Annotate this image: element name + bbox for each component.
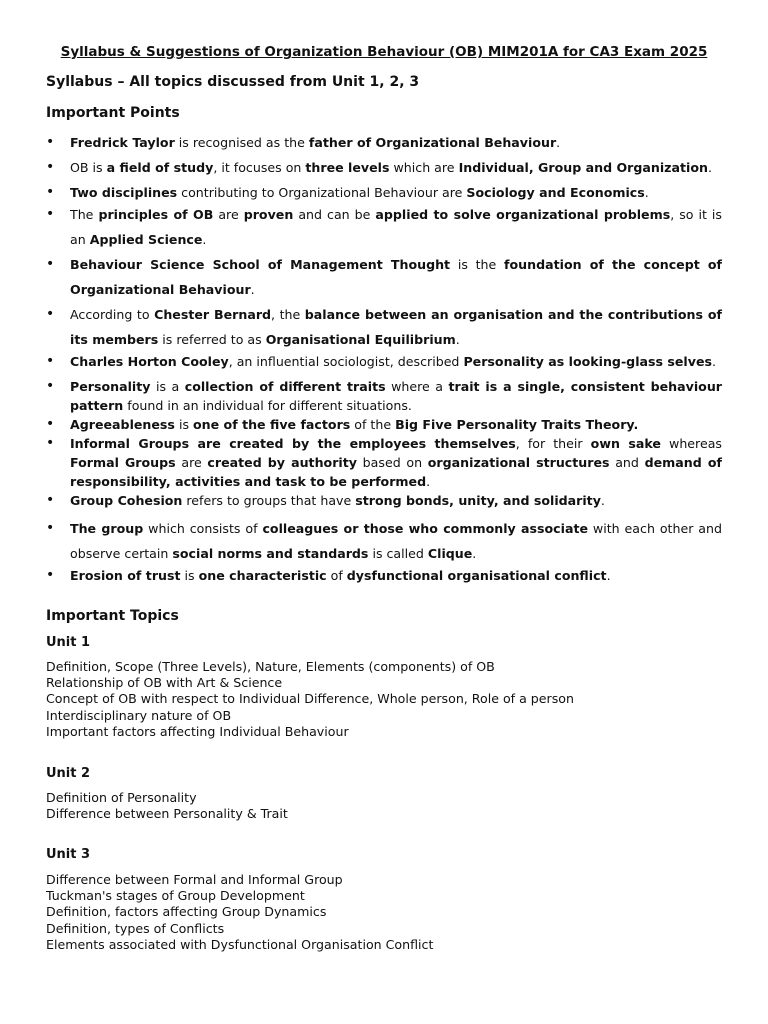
point-text: is the [450, 257, 505, 272]
point-text: where a [385, 379, 449, 394]
point-text: . [712, 354, 717, 369]
point-text: OB is [70, 160, 107, 175]
point-text: . [202, 232, 207, 247]
point-item [46, 183, 722, 202]
point-bold-text: own sake [590, 436, 661, 451]
point-text: is called [368, 546, 428, 561]
point-bold-text: three levels [305, 160, 390, 175]
point-item [46, 133, 722, 152]
point-text: . [472, 546, 477, 561]
point-item [46, 491, 722, 510]
point-bold-text: created by authority [207, 455, 357, 470]
point-item [46, 352, 722, 371]
bullet-dot-icon: • [46, 256, 55, 272]
point-text: which are [389, 160, 459, 175]
topic-item: Definition, Scope (Three Levels), Nature, Elements (components) of OB [46, 659, 495, 674]
point-text: . [707, 160, 712, 175]
point-text: and can be [293, 207, 376, 222]
topic-item: Difference between Formal and Informal Group [46, 872, 343, 887]
point-text: is [180, 568, 199, 583]
point-bold-text: Erosion of trust [70, 568, 181, 583]
point-bold-text: Behaviour Science School of Management Thought [70, 257, 451, 272]
point-text: whereas [660, 436, 722, 451]
point-bold-text: trait is a single, consistent behaviour pattern [70, 379, 722, 413]
point-text: is recognised as the [174, 135, 309, 150]
point-bold-text: social norms and standards [172, 546, 369, 561]
bullet-dot-icon: • [46, 378, 55, 394]
unit-2-topics [46, 790, 288, 822]
point-bold-text: foundation of the concept of Organizational Behaviour [70, 257, 722, 297]
point-item [46, 434, 722, 491]
point-item [46, 415, 722, 434]
topic-item: Concept of OB with respect to Individual Difference, Whole person, Role of a person [46, 691, 574, 707]
point-item [46, 566, 722, 585]
topic-item: Tuckman's stages of Group Development [46, 888, 305, 904]
point-text: based on [356, 455, 428, 470]
point-text: . [606, 568, 611, 583]
point-text: contributing to Organizational Behaviour are [177, 185, 467, 200]
unit-3-topics [46, 872, 433, 953]
point-bold-text: Sociology and Economics [466, 185, 645, 200]
point-bold-text: Agreeableness [70, 417, 175, 432]
point-bold-text: Clique [427, 546, 473, 561]
unit-1-label: Unit 1 [46, 635, 91, 650]
point-bold-text: Individual, Group and Organization [458, 160, 708, 175]
topic-item: Definition of Personality [46, 790, 197, 805]
point-bold-text: strong bonds, unity, and solidarity [355, 493, 601, 508]
point-bold-text: organizational structures [427, 455, 610, 470]
point-item [46, 158, 722, 177]
point-bold-text: balance between an organisation and the contributions of its members [70, 307, 722, 347]
bullet-dot-icon: • [46, 435, 55, 451]
topic-item: Important factors affecting Individual Behaviour [46, 723, 349, 739]
point-bold-text: Charles Horton Cooley [70, 354, 229, 369]
bullet-dot-icon: • [46, 184, 55, 200]
point-item [46, 516, 722, 566]
point-text: is a [150, 379, 185, 394]
point-text: of the [350, 417, 396, 432]
point-bold-text: father of Organizational Behaviour [308, 135, 557, 150]
point-bold-text: applied to solve organizational problems [375, 207, 671, 222]
point-text: . [455, 332, 460, 347]
point-bold-text: Two disciplines [70, 185, 178, 200]
point-text: , so it is an [70, 207, 722, 247]
document-title: Syllabus & Suggestions of Organization Behaviour (OB) MIM201A for CA3 Exam 2025 [60, 44, 708, 60]
point-text: , for their [515, 436, 591, 451]
point-bold-text: a field of study [106, 160, 214, 175]
point-bold-text: principles of OB [98, 207, 214, 222]
bullet-dot-icon: • [46, 520, 55, 536]
point-bold-text: one of the five factors [193, 417, 351, 432]
point-text: which consists of [143, 521, 263, 536]
point-bold-text: Chester Bernard [154, 307, 272, 322]
topic-item: Relationship of OB with Art & Science [46, 675, 283, 691]
point-bold-text: colleagues or those who commonly associate [262, 521, 589, 536]
important-points-heading: Important Points [46, 105, 180, 121]
point-text: are [175, 455, 208, 470]
point-bold-text: dysfunctional organisational conflict [346, 568, 607, 583]
point-bold-text: Fredrick Taylor [70, 135, 175, 150]
point-text: According to [70, 307, 155, 322]
important-topics-heading: Important Topics [46, 608, 179, 624]
point-text: . [426, 474, 431, 489]
topic-item: Definition, types of Conflicts [46, 920, 225, 936]
point-text: and [609, 455, 645, 470]
syllabus-line: Syllabus – All topics discussed from Unit 1, 2, 3 [46, 74, 420, 90]
point-text: is [174, 417, 194, 432]
point-text: . [600, 493, 605, 508]
point-text: of [326, 568, 347, 583]
point-bold-text: Personality as looking-glass selves [463, 354, 712, 369]
point-bold-text: Personality [70, 379, 151, 394]
point-bold-text: proven [243, 207, 294, 222]
point-text: is referred to as [158, 332, 266, 347]
point-bold-text: The group [70, 521, 144, 536]
topic-item: Difference between Personality & Trait [46, 806, 288, 822]
topic-item: Elements associated with Dysfunctional Organisation Conflict [46, 936, 434, 952]
point-bold-text: Group Cohesion [70, 493, 183, 508]
bullet-dot-icon: • [46, 416, 55, 432]
point-item [46, 202, 722, 252]
point-bold-text: Applied Science [89, 232, 203, 247]
unit-2-label: Unit 2 [46, 766, 91, 781]
unit-3-label: Unit 3 [46, 847, 91, 862]
bullet-dot-icon: • [46, 353, 55, 369]
point-bold-text: collection of different traits [184, 379, 386, 394]
point-text: , the [271, 307, 305, 322]
point-bold-text: Organisational Equilibrium [265, 332, 456, 347]
bullet-dot-icon: • [46, 206, 55, 222]
bullet-dot-icon: • [46, 492, 55, 508]
point-item [46, 302, 722, 352]
point-text: . [644, 185, 649, 200]
point-bold-text: Formal Groups [70, 455, 176, 470]
topic-item: Interdisciplinary nature of OB [46, 707, 232, 723]
point-item [46, 252, 722, 302]
bullet-dot-icon: • [46, 134, 55, 150]
point-text: , an influential sociologist, described [228, 354, 464, 369]
point-bold-text: Informal Groups are created by the employees themselves [70, 436, 516, 451]
point-text: are [213, 207, 244, 222]
point-bold-text: demand of responsibility, activities and task to be performed [70, 455, 722, 489]
point-text: . [250, 282, 255, 297]
point-bold-text: Big Five Personality Traits Theory. [395, 417, 639, 432]
point-text: , it focuses on [213, 160, 306, 175]
unit-1-topics [46, 659, 574, 740]
bullet-dot-icon: • [46, 567, 55, 583]
bullet-dot-icon: • [46, 159, 55, 175]
important-points-list [46, 133, 722, 591]
point-text: . [556, 135, 561, 150]
point-text: with each other and observe certain [70, 521, 722, 561]
bullet-dot-icon: • [46, 306, 55, 322]
point-text: The [70, 207, 99, 222]
point-bold-text: one characteristic [198, 568, 327, 583]
point-text: refers to groups that have [182, 493, 356, 508]
point-item [46, 377, 722, 415]
topic-item: Definition, factors affecting Group Dynamics [46, 904, 327, 920]
point-text: found in an individual for different situations. [123, 398, 412, 413]
